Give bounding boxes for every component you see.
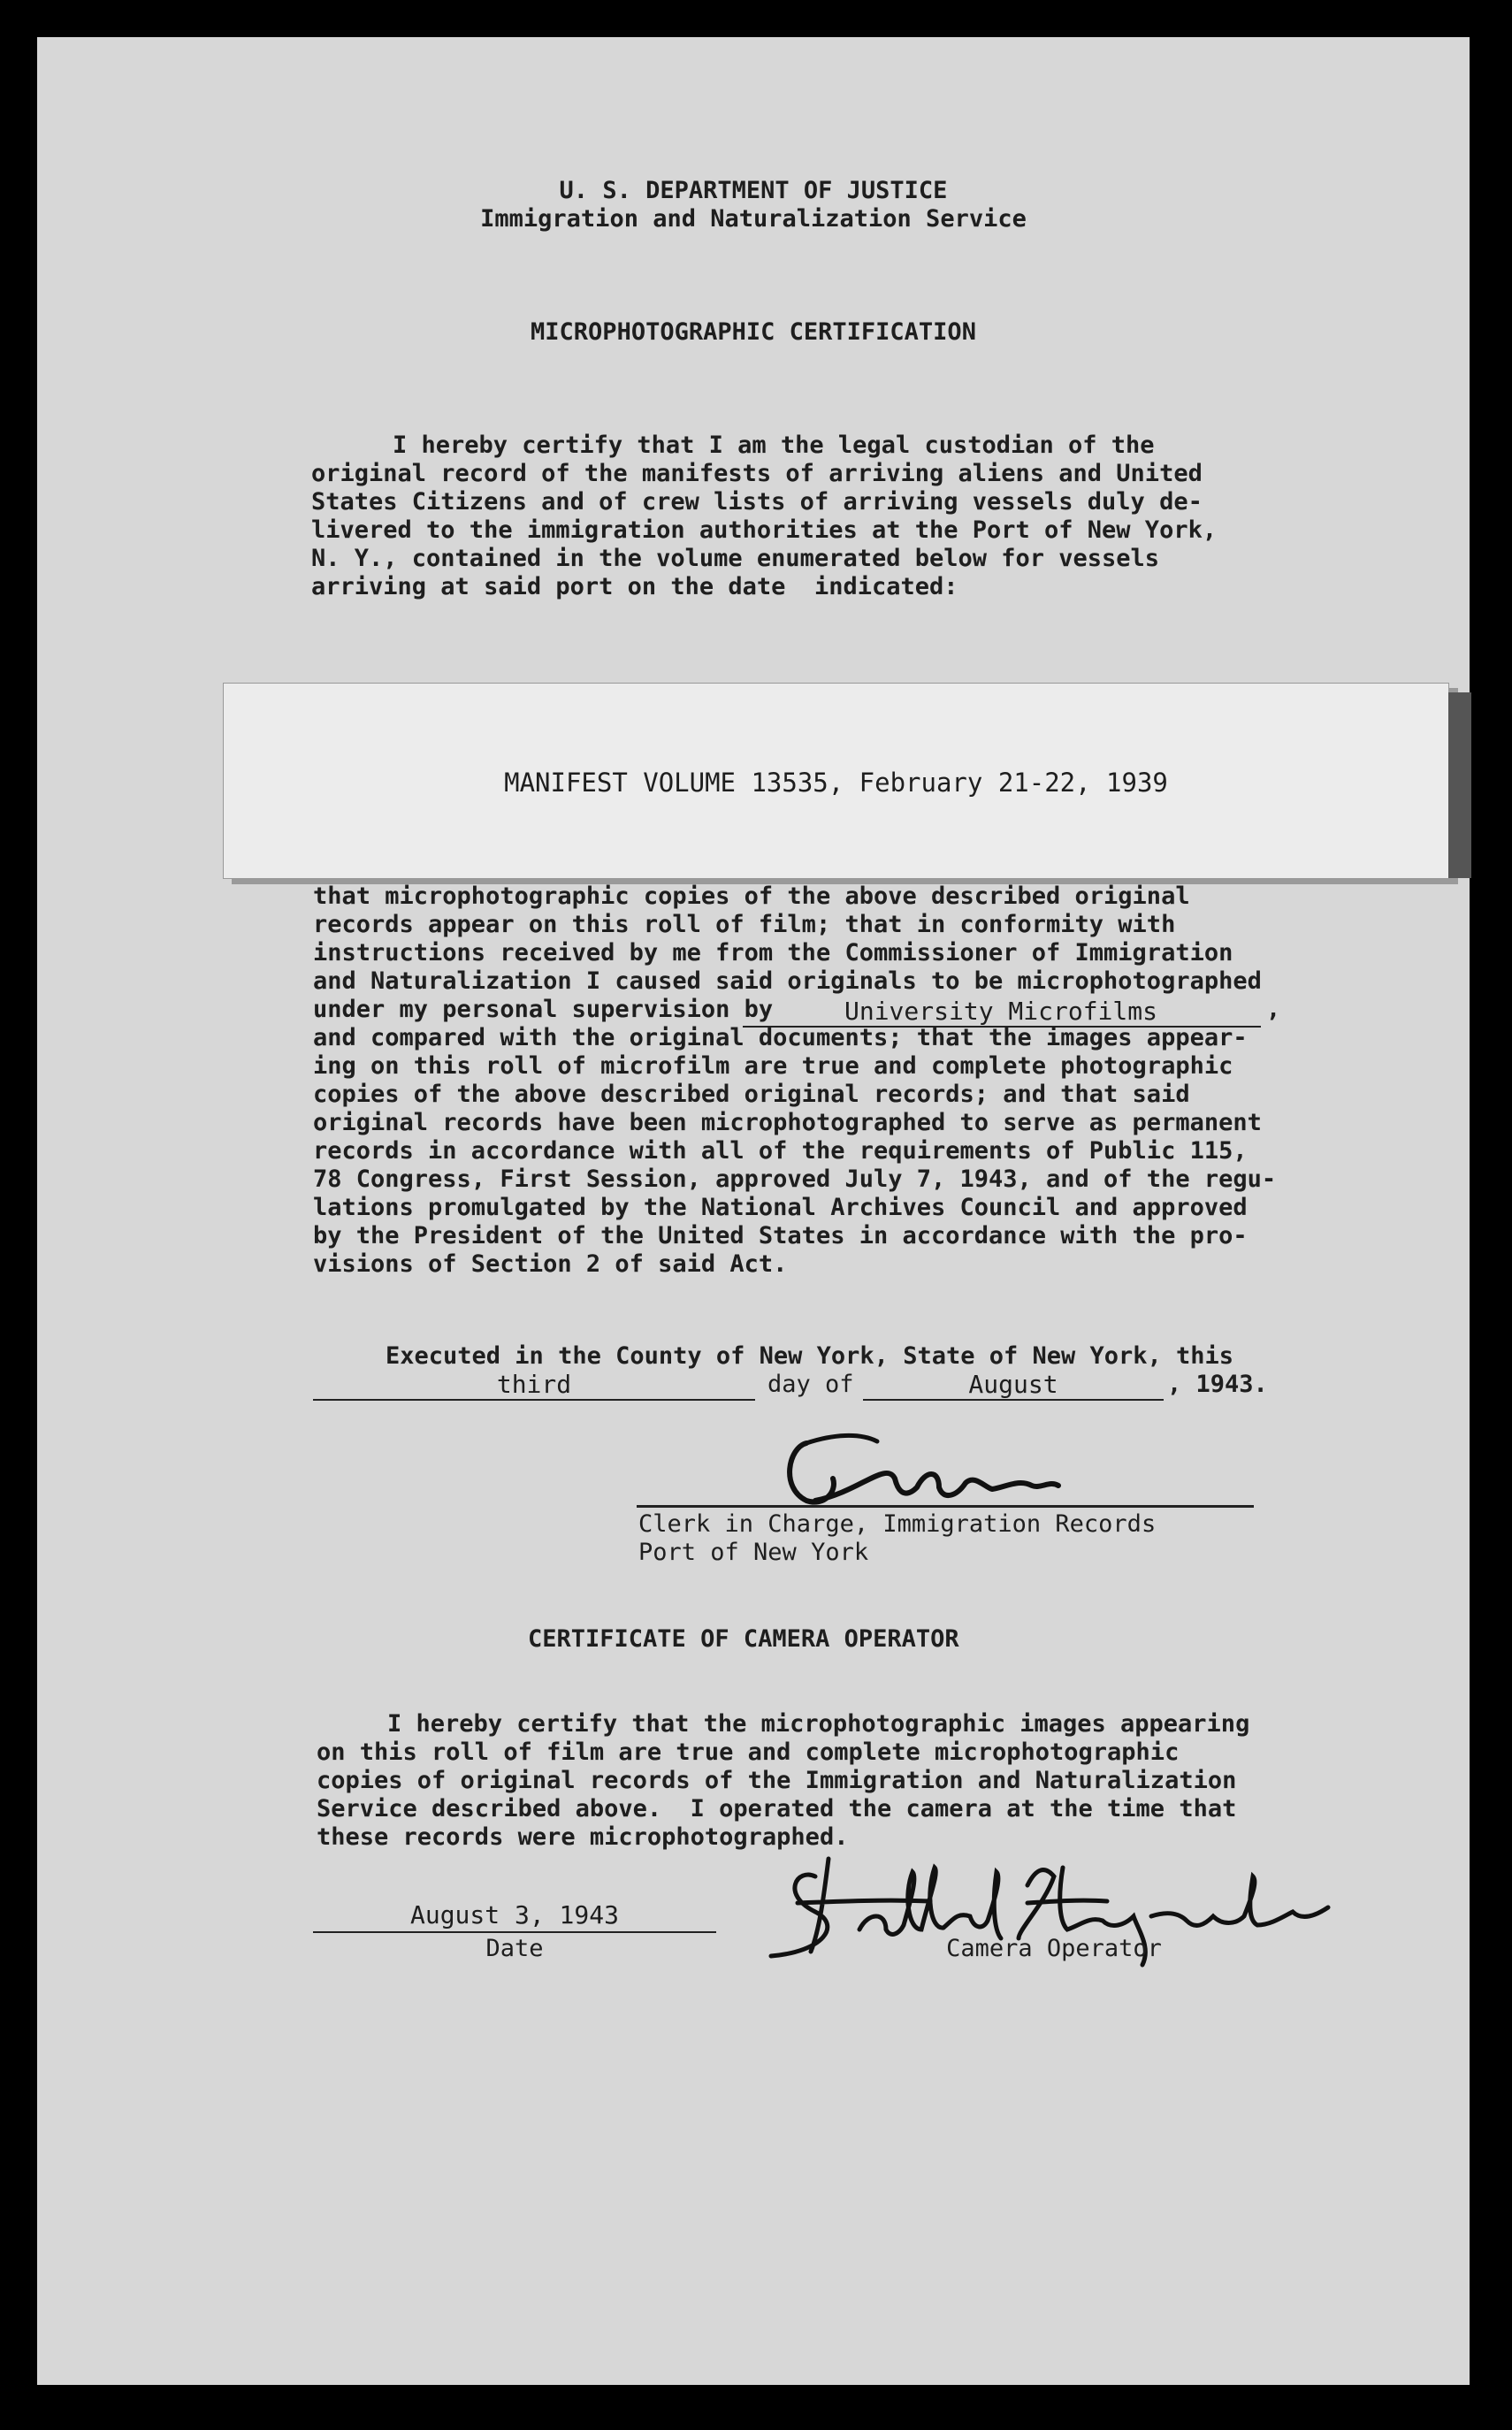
body-line: by the President of the United States in accordance with the pro-	[313, 1222, 1248, 1249]
body-line: that microphotographic copies of the above described original	[313, 883, 1190, 910]
service-heading: Immigration and Naturalization Service	[480, 205, 1027, 233]
camera-operator-label: Camera Operator	[946, 1935, 1162, 1962]
document-title: MICROPHOTOGRAPHIC CERTIFICATION	[531, 318, 976, 346]
body-line: 78 Congress, First Session, approved July 7, 1943, and of the regu-	[313, 1165, 1277, 1193]
body-line: and compared with the original documents; that the images appear-	[313, 1024, 1248, 1051]
camera-line: I hereby certify that the microphotographic images appearing	[387, 1710, 1250, 1738]
camera-line: copies of original records of the Immigration and Naturalization	[317, 1767, 1237, 1794]
intro-line: arriving at said port on the date indicated:	[311, 573, 958, 600]
date-label: Date	[485, 1935, 544, 1962]
camera-line: on this roll of film are true and complete microphotographic	[317, 1738, 1180, 1766]
supervisor-comma: ,	[1266, 996, 1281, 1023]
camera-line: these records were microphotographed.	[317, 1823, 849, 1851]
department-heading: U. S. DEPARTMENT OF JUSTICE	[559, 177, 948, 204]
execution-year: , 1943.	[1167, 1371, 1268, 1398]
body-line: original records have been microphotographed to serve as permanent	[313, 1109, 1262, 1136]
intro-line: I hereby certify that I am the legal custodian of the	[393, 432, 1155, 459]
strip-shadow	[1448, 692, 1471, 878]
execution-day: third	[496, 1370, 572, 1399]
manifest-volume-label: MANIFEST VOLUME 13535, February 21-22, 1939	[504, 768, 1168, 798]
body-line: copies of the above described original records; and that said	[313, 1081, 1190, 1108]
clerk-signature-line	[637, 1505, 1254, 1508]
body-line: visions of Section 2 of said Act.	[313, 1250, 788, 1278]
execution-line: Executed in the County of New York, State of New York, this	[386, 1342, 1234, 1370]
intro-line: original record of the manifests of arriving aliens and United	[311, 460, 1203, 487]
body-line: instructions received by me from the Commissioner of Immigration	[313, 939, 1233, 967]
manifest-volume-strip	[223, 683, 1449, 879]
day-underline	[313, 1399, 755, 1401]
date-underline	[313, 1931, 716, 1933]
supervisor-name: University Microfilms	[844, 997, 1157, 1026]
body-line: records appear on this roll of film; that in conformity with	[313, 911, 1176, 938]
body-line: under my personal supervision by	[313, 996, 774, 1023]
intro-line: N. Y., contained in the volume enumerated below for vessels	[311, 545, 1160, 572]
body-line: records in accordance with all of the requirements of Public 115,	[313, 1137, 1248, 1165]
operator-date: August 3, 1943	[409, 1900, 619, 1929]
camera-line: Service described above. I operated the camera at the time that	[317, 1795, 1237, 1822]
body-line: ing on this roll of microfilm are true and complete photographic	[313, 1052, 1233, 1080]
day-of-label: day of	[767, 1371, 854, 1398]
intro-line: States Citizens and of crew lists of arriving vessels duly de-	[311, 488, 1203, 516]
clerk-office: Port of New York	[638, 1539, 869, 1566]
intro-line: livered to the immigration authorities at the Port of New York,	[311, 516, 1218, 544]
execution-month: August	[968, 1370, 1058, 1399]
body-line: and Naturalization I caused said originals to be microphotographed	[313, 967, 1262, 995]
camera-certificate-heading: CERTIFICATE OF CAMERA OPERATOR	[528, 1625, 959, 1653]
month-underline	[863, 1399, 1164, 1401]
clerk-title: Clerk in Charge, Immigration Records	[638, 1510, 1157, 1538]
certificate-page	[37, 37, 1470, 2385]
body-line: lations promulgated by the National Archives Council and approved	[313, 1194, 1248, 1221]
